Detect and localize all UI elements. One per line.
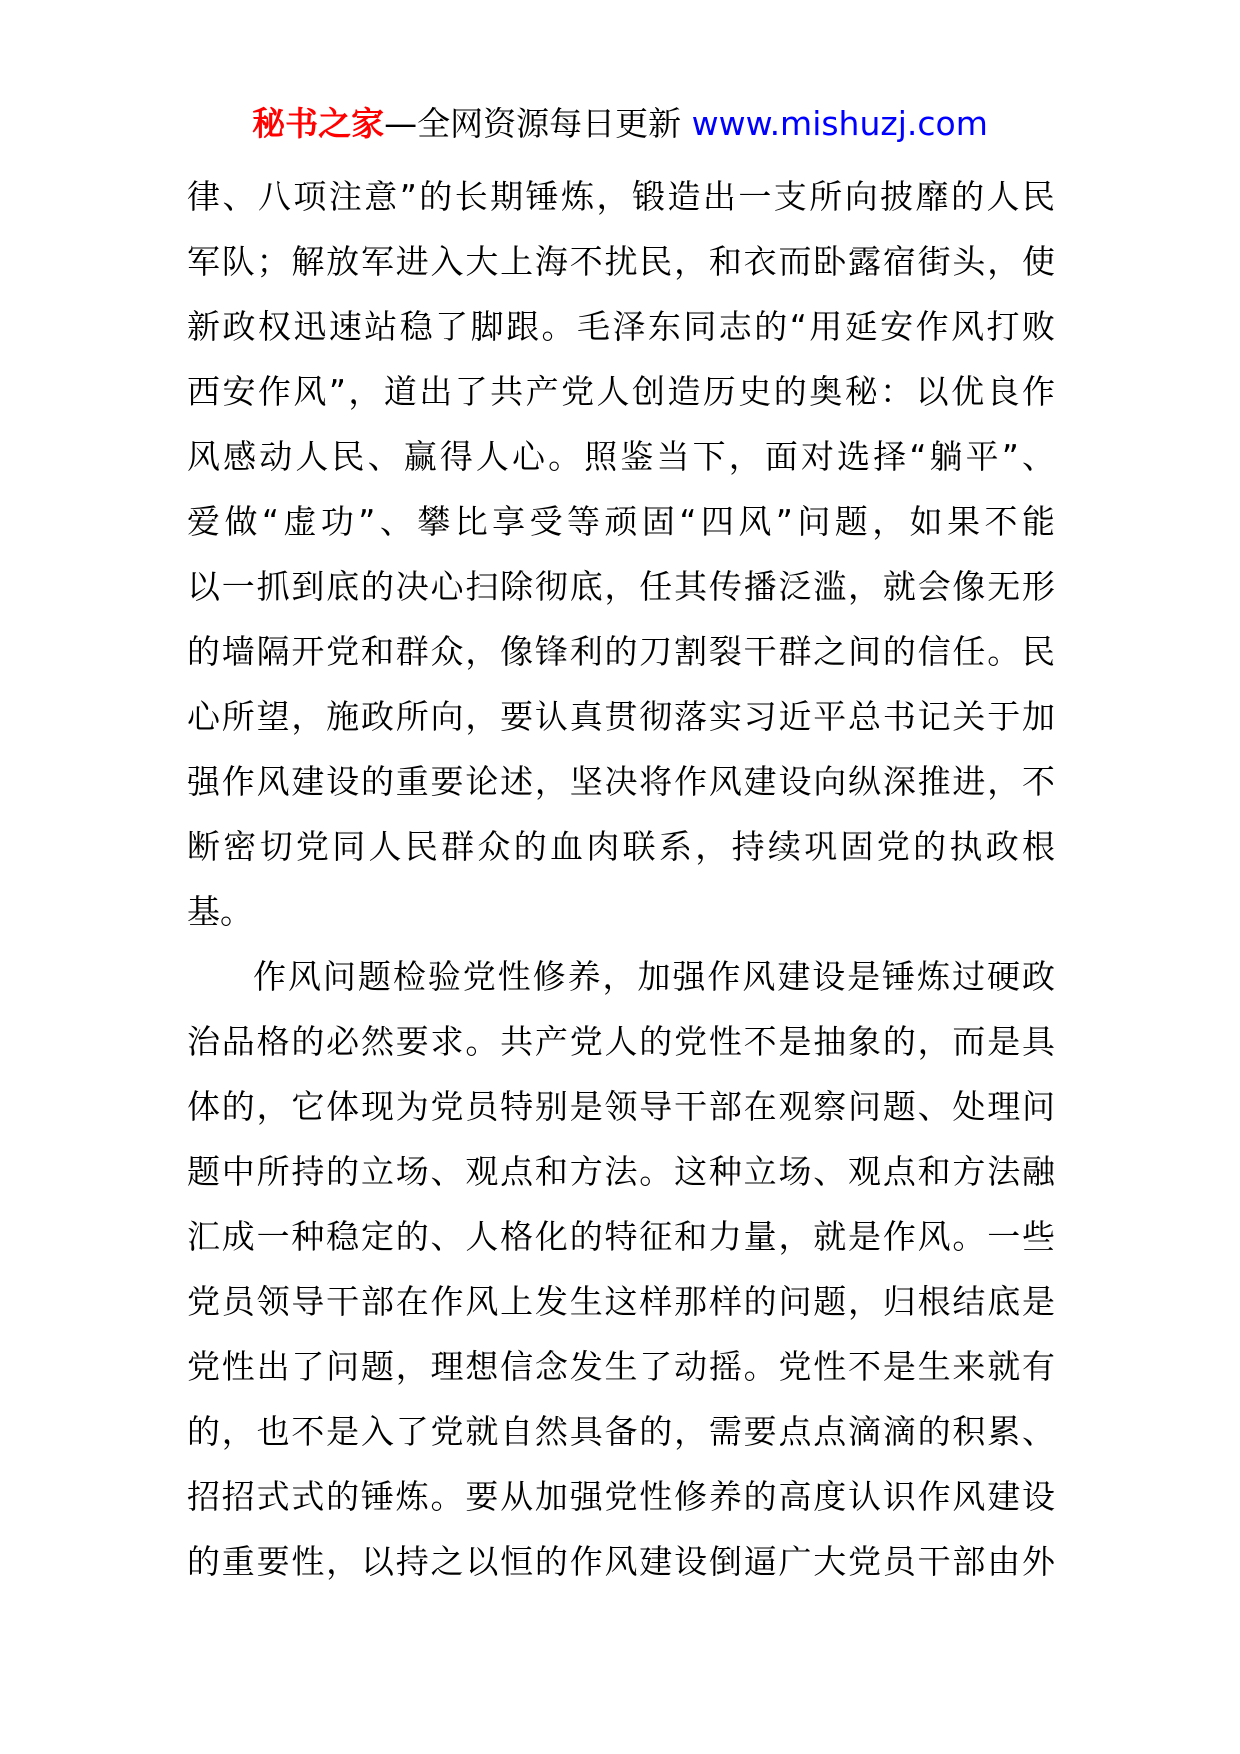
text-line: 断密切党同人民群众的血肉联系，持续巩固党的执政根 <box>187 827 1055 866</box>
text-line: 风感动人民、赢得人心。照鉴当下，面对选择“躺平”、 <box>187 437 1055 476</box>
paragraph <box>187 164 1055 944</box>
header-brand: 秘书之家 <box>252 104 385 143</box>
text-line: 的，也不是入了党就自然具备的，需要点点滴滴的积累、 <box>187 1412 1055 1451</box>
text-line: 心所望，施政所向，要认真贯彻落实习近平总书记关于加 <box>187 697 1055 736</box>
text-line: 强作风建设的重要论述，坚决将作风建设向纵深推进，不 <box>187 762 1055 801</box>
text-line: 作风问题检验党性修养，加强作风建设是锤炼过硬政 <box>253 957 1055 996</box>
text-line: 招招式式的锤炼。要从加强党性修养的高度认识作风建设 <box>187 1477 1055 1516</box>
text-line: 汇成一种稳定的、人格化的特征和力量，就是作风。一些 <box>187 1217 1055 1256</box>
text-line: 的墙隔开党和群众，像锋利的刀割裂干群之间的信任。民 <box>187 632 1055 671</box>
text-line: 以一抓到底的决心扫除彻底，任其传播泛滥，就会像无形 <box>187 567 1055 606</box>
header-tagline: —全网资源每日更新 <box>384 104 682 143</box>
text-line: 治品格的必然要求。共产党人的党性不是抽象的，而是具 <box>187 1022 1055 1061</box>
text-line: 爱做“虚功”、攀比享受等顽固“四风”问题，如果不能 <box>187 502 1055 541</box>
text-line: 西安作风”，道出了共产党人创造历史的奥秘：以优良作 <box>187 372 1055 411</box>
text-line: 体的，它体现为党员特别是领导干部在观察问题、处理问 <box>187 1087 1055 1126</box>
text-line: 基。 <box>187 892 253 931</box>
header-url[interactable]: www.mishuzj.com <box>691 104 988 143</box>
page-header <box>0 100 1240 148</box>
paragraph <box>187 944 1055 1594</box>
text-line: 的重要性，以持之以恒的作风建设倒逼广大党员干部由外 <box>187 1542 1055 1581</box>
text-line: 党性出了问题，理想信念发生了动摇。党性不是生来就有 <box>187 1347 1055 1386</box>
text-line: 党员领导干部在作风上发生这样那样的问题，归根结底是 <box>187 1282 1055 1321</box>
document-body <box>187 164 1055 1594</box>
text-line: 新政权迅速站稳了脚跟。毛泽东同志的“用延安作风打败 <box>187 307 1055 346</box>
text-line: 题中所持的立场、观点和方法。这种立场、观点和方法融 <box>187 1152 1055 1191</box>
text-line: 军队；解放军进入大上海不扰民，和衣而卧露宿街头，使 <box>187 242 1055 281</box>
text-line: 律、八项注意”的长期锤炼，锻造出一支所向披靡的人民 <box>187 177 1055 216</box>
